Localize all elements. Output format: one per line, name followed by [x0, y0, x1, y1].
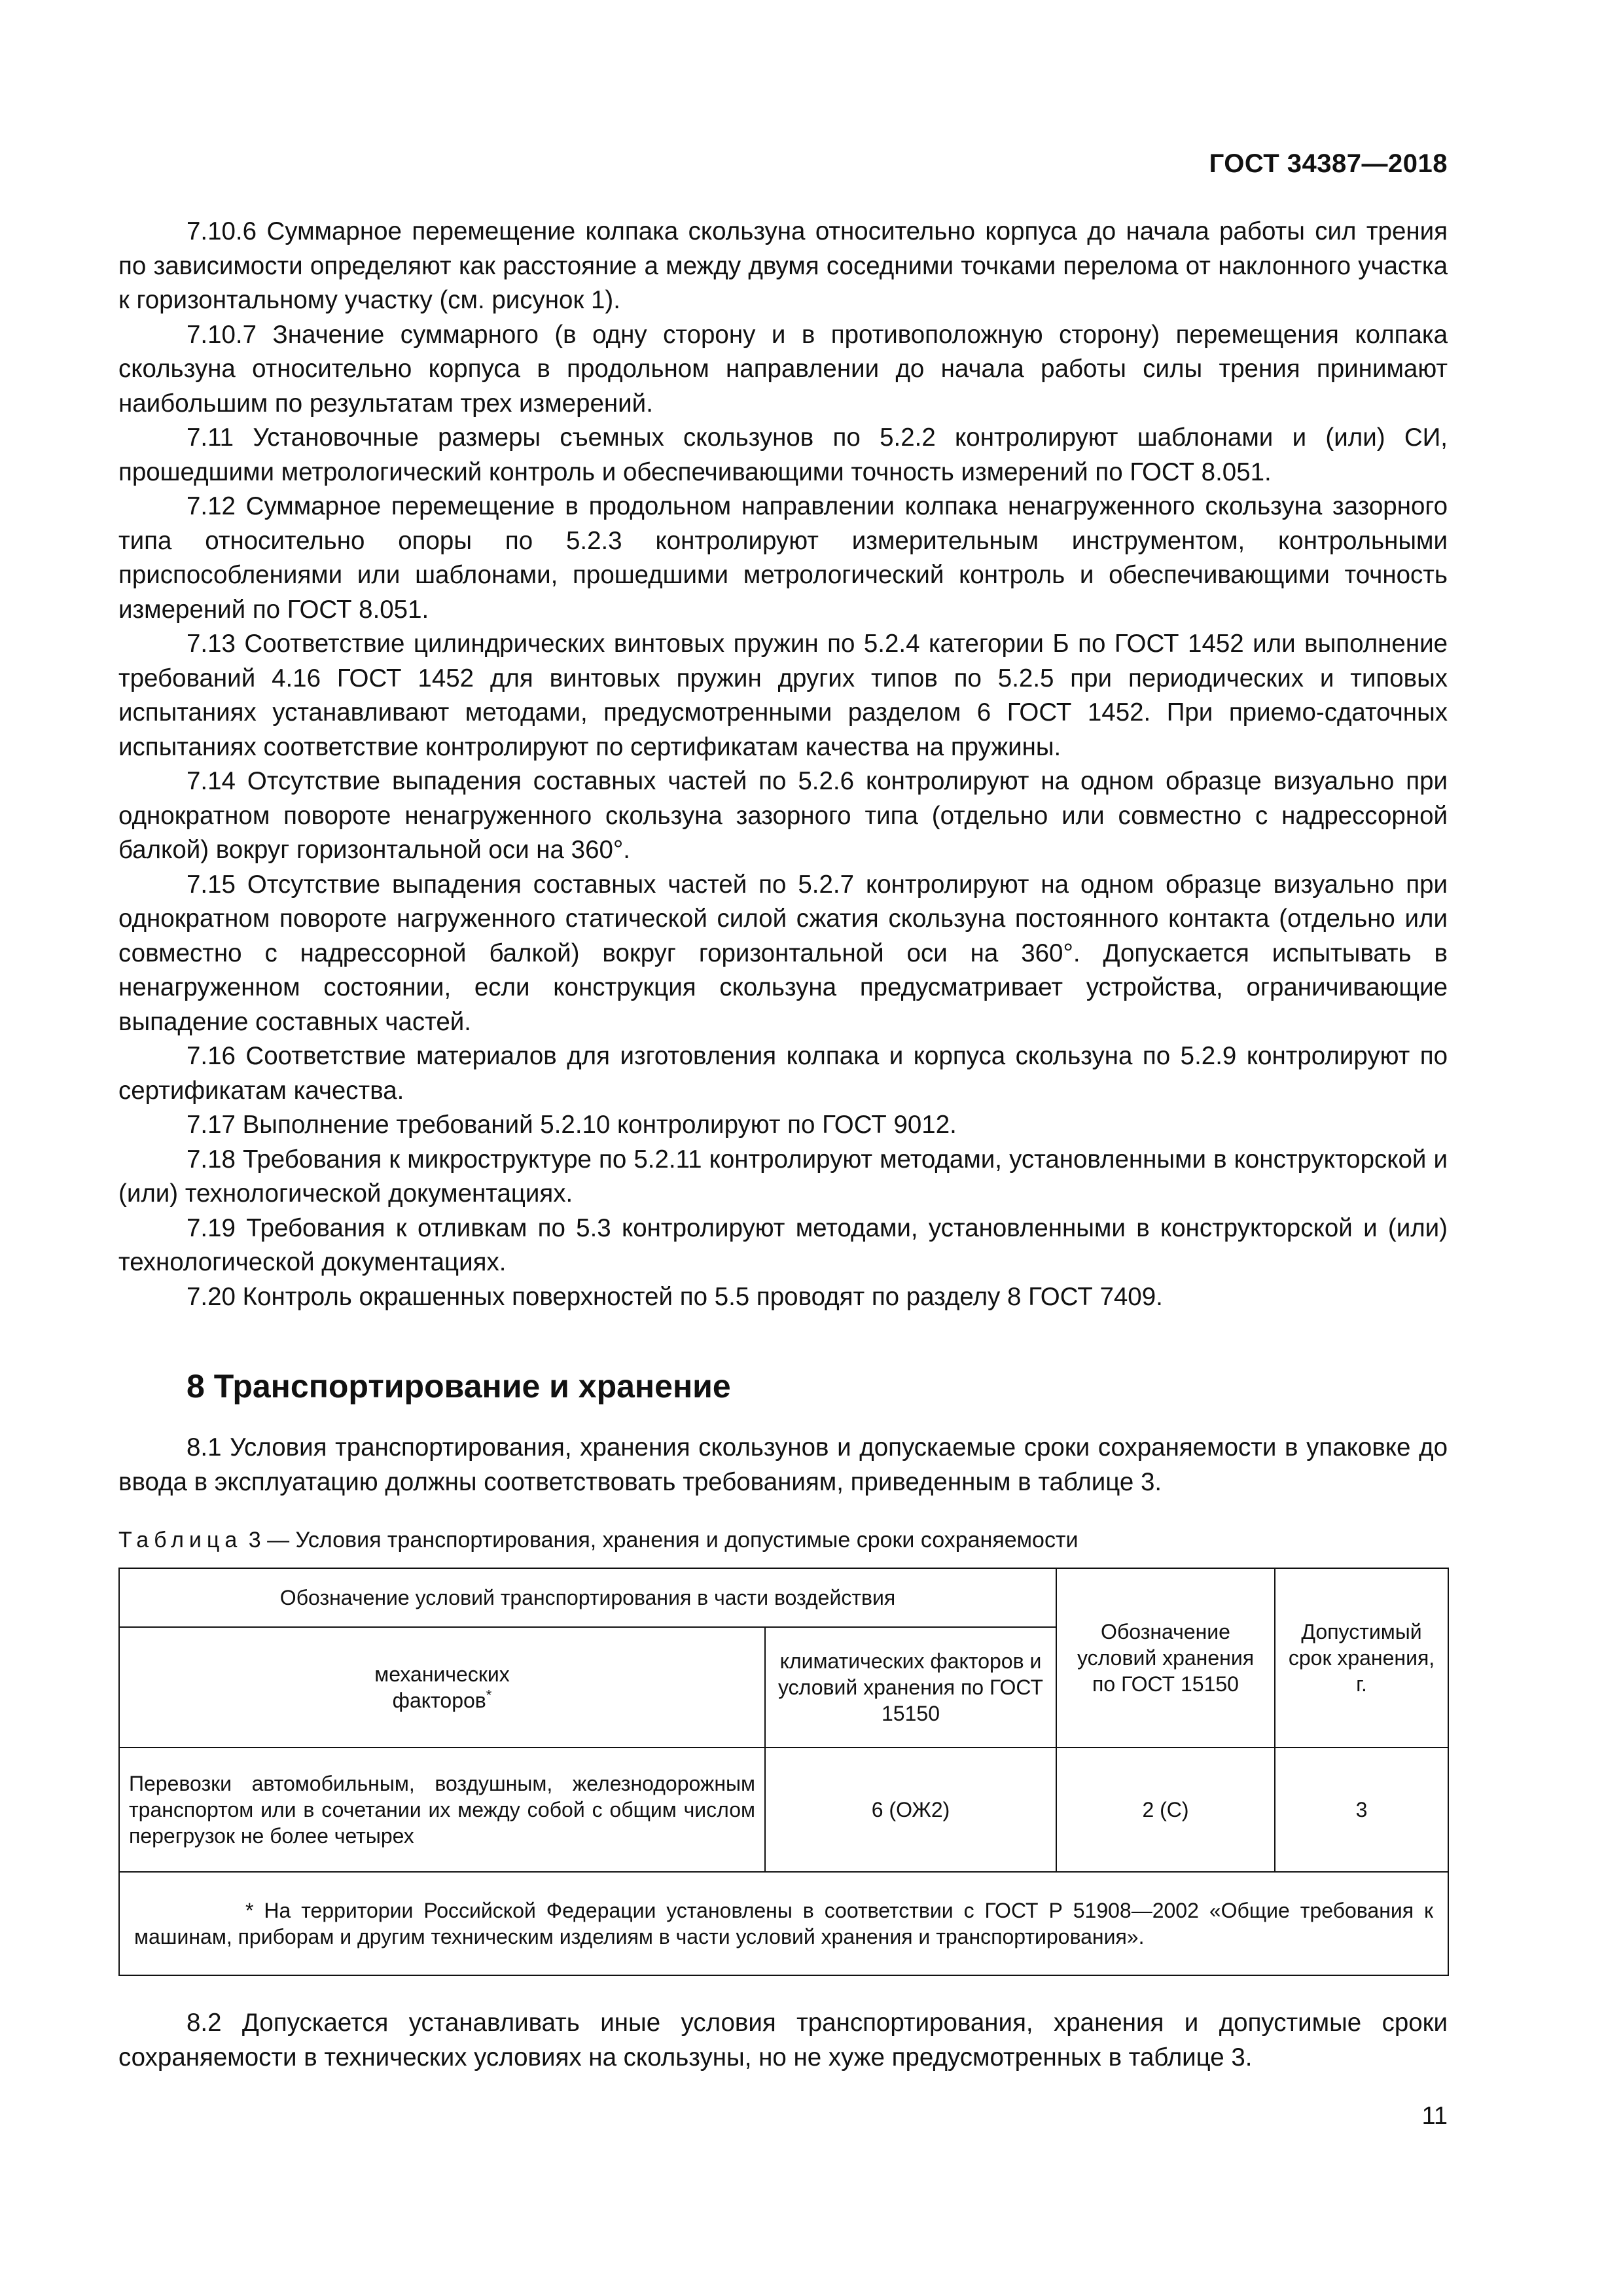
paragraph-7-13: 7.13 Соответствие цилиндрических винтовых пружин по 5.2.4 категории Б по ГОСТ 1452 или выполнение требований 4.16 ГОСТ 1452 для винтовых пружин других типов по 5.2.5 при периодических и типовых испытаниях устанавливают методами, предусмотренными разделом 6 ГОСТ 1452. При приемо-сдаточных испытаниях соответствие контролируют по сертификатам качества на пружины.	[118, 630, 1448, 761]
table-header-storage: Обозначение условий хранения по ГОСТ 15150	[1056, 1568, 1275, 1748]
table-header-mechanical-text: механических факторов	[374, 1662, 510, 1712]
paragraph-7-16: 7.16 Соответствие материалов для изготовления колпака и корпуса скользуна по 5.2.9 контролируют по сертификатам качества.	[118, 1042, 1448, 1105]
paragraph-7-17: 7.17 Выполнение требований 5.2.10 контролируют по ГОСТ 9012.	[187, 1111, 957, 1139]
paragraph-7-20: 7.20 Контроль окрашенных поверхностей по 5.5 проводят по разделу 8 ГОСТ 7409.	[187, 1282, 1163, 1311]
paragraph-7-15: 7.15 Отсутствие выпадения составных частей по 5.2.7 контролируют на одном образце визуально при однократном повороте нагруженного статической силой сжатия скользуна постоянного контакта (отдельно или совместно с надрессорной балкой) вокруг горизонтальной оси на 360°. Допускается испытывать в ненагруженном состоянии, если конструкция скользуна предусматривает устройства, ограничивающие выпадение составных частей.	[118, 870, 1448, 1036]
section-title: 8 Транспортирование и хранение	[187, 1368, 731, 1405]
table-cell-mechanical: Перевозки автомобильным, воздушным, железнодорожным транспортом или в сочетании их между собой с общим числом перегрузок не более четырех	[119, 1748, 765, 1872]
paragraph-7-10-7: 7.10.7 Значение суммарного (в одну сторону и в противоположную сторону) перемещения колпака скользуна относительно корпуса в продольном направлении до начала работы силы трения принимают наибольшим по результатам трех измерений.	[118, 320, 1448, 418]
paragraph-7-11: 7.11 Установочные размеры съемных скользунов по 5.2.2 контролируют шаблонами и (или) СИ, прошедшими метрологический контроль и обеспечивающими точность измерений по ГОСТ 8.051.	[118, 423, 1448, 486]
table-header-mechanical	[119, 1627, 765, 1748]
footnote-marker: *	[486, 1687, 492, 1704]
table-3	[118, 1568, 1449, 1976]
paragraph-7-18: 7.18 Требования к микроструктуре по 5.2.11 контролируют методами, установленными в конструкторской и (или) технологической документациях.	[118, 1145, 1448, 1208]
table-header-transport: Обозначение условий транспортирования в части воздействия	[119, 1568, 1056, 1627]
table-caption	[118, 1526, 1448, 1554]
paragraph-7-12: 7.12 Суммарное перемещение в продольном направлении колпака ненагруженного скользуна зазорного типа относительно опоры по 5.2.3 контролируют измерительным инструментом, контрольными приспособлениями или шаблонами, прошедшими метрологический контроль и обеспечивающими точность измерений по ГОСТ 8.051.	[118, 492, 1448, 624]
table-header-term: Допустимый срок хранения, г.	[1275, 1568, 1448, 1748]
paragraph-7-10-6: 7.10.6 Суммарное перемещение колпака скользуна относительно корпуса до начала работы сил трения по зависимости определяют как расстояние a между двумя соседними точками перелома от наклонного участка к горизонтальному участку (см. рисунок 1).	[118, 217, 1448, 314]
table-caption-text: 3 — Условия транспортирования, хранения и допустимые сроки сохраняемости	[242, 1528, 1079, 1552]
footnote-text: На территории Российской Федерации установлены в соответствии с ГОСТ Р 51908—2002 «Общие требования к машинам, приборам и другим техническим изделиям в части условий хранения и транспортирования».	[134, 1899, 1433, 1948]
table-cell-storage: 2 (С)	[1056, 1748, 1275, 1872]
document-code: ГОСТ 34387—2018	[1209, 149, 1448, 178]
table-header-climate: климатических факторов и условий хранения по ГОСТ 15150	[765, 1627, 1056, 1748]
footnote-mark: *	[245, 1899, 254, 1922]
paragraph-8-2: 8.2 Допускается устанавливать иные условия транспортирования, хранения и допустимые сроки сохраняемости в технических условиях на скользуны, но не хуже предусмотренных в таблице 3.	[118, 2009, 1448, 2072]
table-footnote	[119, 1872, 1448, 1975]
paragraph-7-14: 7.14 Отсутствие выпадения составных частей по 5.2.6 контролируют на одном образце визуально при однократном повороте ненагруженного скользуна зазорного типа (отдельно или совместно с надрессорной балкой) вокруг горизонтальной оси на 360°.	[118, 767, 1448, 864]
paragraph-8-1: 8.1 Условия транспортирования, хранения скользунов и допускаемые сроки сохраняемости в упаковке до ввода в эксплуатацию должны соответствовать требованиям, приведенным в таблице 3.	[118, 1433, 1448, 1496]
page-number: 11	[1421, 2102, 1448, 2130]
page-content	[118, 215, 1448, 2075]
table-cell-climate: 6 (ОЖ2)	[765, 1748, 1056, 1872]
table-caption-word: Таблица	[118, 1528, 243, 1552]
paragraph-7-19: 7.19 Требования к отливкам по 5.3 контролируют методами, установленными в конструкторской и (или) технологической документациях.	[118, 1213, 1448, 1276]
table-cell-term: 3	[1275, 1748, 1448, 1872]
